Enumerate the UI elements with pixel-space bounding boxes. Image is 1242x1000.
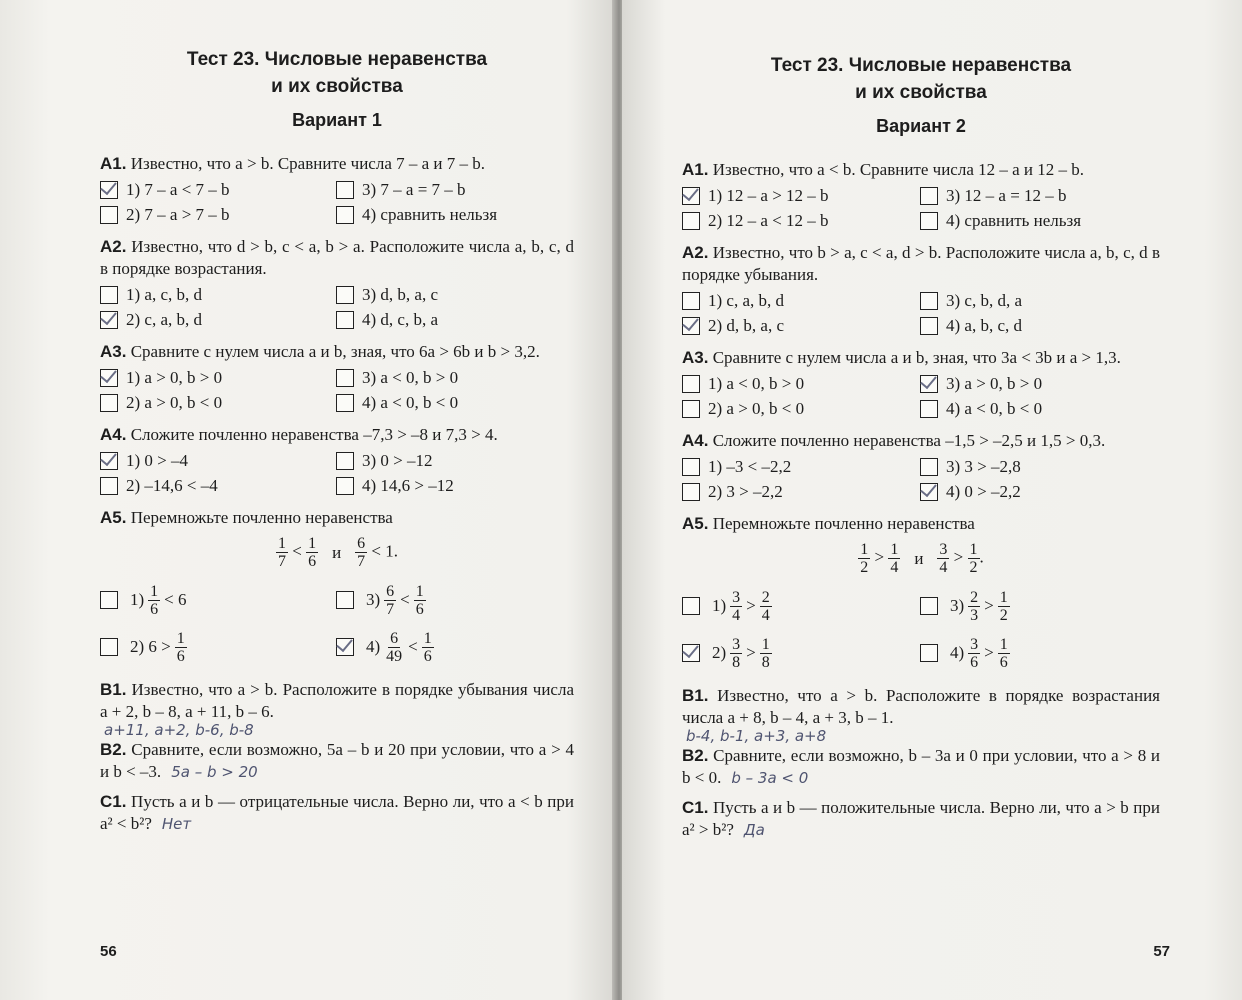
checkbox[interactable] [682,483,700,501]
question-text: Известно, что a > b. Расположите в порядке убывания числа a + 2, b – 8, a + 11, b – 6. [100,680,574,721]
question-number: А1. [682,160,709,179]
right-question-b1 [682,685,1160,729]
checkbox[interactable] [682,400,700,418]
checkbox[interactable] [920,292,938,310]
answer-option[interactable] [336,284,572,306]
numerator: 1 [308,535,317,552]
answer-option[interactable] [336,450,572,472]
answer-option[interactable] [682,210,920,232]
left-question-c1 [100,791,574,835]
handwritten-answer-b2: 5a – b > 20 [171,763,258,781]
checkbox[interactable] [920,212,938,230]
fraction [276,535,288,570]
question-number: В1. [100,680,127,699]
right-page-content [682,52,1160,841]
fraction [384,583,396,618]
question-number: А1. [100,154,127,173]
answer-option[interactable] [336,578,572,622]
answer-option[interactable] [682,481,920,503]
question-number: А5. [100,508,127,527]
numerator: 6 [386,582,395,600]
question-text: Сложите почленно неравенства –7,3 > –8 и 7,3 > 4. [130,425,498,444]
option-label: 4) [950,643,965,662]
numerator: 1 [969,541,978,558]
denominator: 7 [386,600,395,618]
option-label: 2) 6 > [130,637,171,656]
numerator: 1 [890,541,899,558]
option-label: 2) 7 – a > 7 – b [126,205,230,224]
answer-option[interactable] [100,392,336,414]
option-label: 2) c, a, b, d [126,310,203,329]
answer-option[interactable] [682,398,920,420]
denominator: 8 [761,653,770,671]
numerator: 3 [939,541,948,558]
answer-option[interactable] [682,631,920,675]
answer-option[interactable] [336,204,572,226]
checkbox-checked[interactable] [920,375,938,393]
option-label: 2) a > 0, b < 0 [126,393,223,412]
right-a2-options [682,290,1160,337]
question-text: Известно, что a > b. Сравните числа 7 – a и 7 – b. [130,154,486,173]
fraction [968,589,980,624]
question-text: Сравните с нулем числа a и b, зная, что 6a > 6b и b > 3,2. [130,342,540,361]
denominator: 6 [308,553,317,570]
denominator: 6 [150,600,159,618]
denominator: 6 [176,647,185,665]
checkbox-checked[interactable] [100,311,118,329]
answer-option[interactable] [682,456,920,478]
numerator: 1 [761,635,770,653]
right-a5-inequalities: $\frac{1}{2}$ > $\frac{1}{4}$ и $\frac{3}{4}$ > $\frac{1}{2}$ . [860,541,984,576]
answer-option[interactable] [920,481,1158,503]
checkbox[interactable] [920,597,938,615]
checkbox[interactable] [682,458,700,476]
fraction [888,541,900,576]
answer-option[interactable] [336,179,572,201]
option-label: 3) 0 > –12 [362,451,433,470]
option-label: 4) a < 0, b < 0 [362,393,459,412]
option-rest: < 6 [164,590,187,609]
checkbox-checked[interactable] [100,181,118,199]
checkbox[interactable] [920,187,938,205]
fraction [384,630,404,665]
option-label: 1) 0 > –4 [126,451,188,470]
checkbox-checked[interactable] [682,187,700,205]
handwritten-answer-c1: Да [743,821,765,839]
option-label: 2) [712,643,727,662]
question-text: Сравните, если возможно, 5a – b и 20 при условии, что a > 4 и b < –3. [100,740,575,781]
operator: < 1. [371,541,399,561]
checkbox[interactable] [100,591,118,609]
option-label: 1) a < 0, b > 0 [708,374,805,393]
checkbox[interactable] [336,452,354,470]
left-page-content [100,46,574,835]
option-label: 2) d, b, a, c [708,316,785,335]
question-number: А2. [682,243,709,262]
right-a4-options [682,456,1160,503]
numerator: 1 [176,629,185,647]
option-label: 1) –3 < –2,2 [708,457,792,476]
question-text: Известно, что d > b, c < a, b > a. Расположите числа a, b, c, d в порядке возрастания. [100,237,574,278]
denominator: 6 [970,653,979,671]
answer-option[interactable] [920,584,1158,628]
left-a4-options [100,450,574,497]
fraction [760,636,772,671]
fraction [998,636,1010,671]
operator: > [953,547,964,567]
question-text: Известно, что a > b. Расположите в порядке возрастания числа a + 8, b – 4, a + 3, b – 1. [682,686,1160,727]
option-label: 2) 3 > –2,2 [708,482,783,501]
denominator: 4 [732,606,741,624]
option-label: 3) [366,590,381,609]
numerator: 3 [970,635,979,653]
checkbox-checked[interactable] [682,317,700,335]
right-question-a4 [682,430,1160,452]
answer-option[interactable] [682,290,920,312]
left-a5-options [100,578,574,669]
handwritten-answer-b1: a+11, a+2, b-6, b-8 [104,721,254,739]
checkbox-checked[interactable] [920,483,938,501]
numerator: 2 [970,588,979,606]
question-number: А5. [682,514,709,533]
left-a1-options [100,179,574,226]
option-label: 1) 12 – a > 12 – b [708,186,829,205]
answer-option[interactable] [100,204,336,226]
operator: > [984,596,994,615]
option-label: 4) 14,6 > –12 [362,476,454,495]
left-page [0,0,616,1000]
checkbox[interactable] [336,206,354,224]
right-title-line-1: Тест 23. Числовые неравенства [770,55,1072,76]
denominator: 2 [969,559,978,576]
right-question-a5 [682,513,1160,535]
left-page-number: 56 [100,943,117,960]
question-number: А2. [100,237,127,256]
right-question-c1 [682,797,1160,841]
answer-option[interactable] [100,284,336,306]
operator: > [746,596,756,615]
checkbox[interactable] [920,644,938,662]
option-label: 1) c, a, b, d [708,291,785,310]
answer-option[interactable] [920,631,1158,675]
right-variant-heading: Вариант 2 [876,116,966,136]
numerator: 1 [415,582,424,600]
fraction [937,541,949,576]
left-title-line-2: и их свойства [271,76,403,97]
checkbox-checked[interactable] [336,638,354,656]
answer-option[interactable] [336,367,572,389]
handwritten-answer-b1: b-4, b-1, a+3, a+8 [686,727,827,745]
left-a3-options [100,367,574,414]
option-label: 3) [950,596,965,615]
question-number: В1. [682,686,709,705]
checkbox[interactable] [920,400,938,418]
checkbox-checked[interactable] [682,644,700,662]
option-label: 1) a > 0, b > 0 [126,368,223,387]
numerator: 1 [277,535,286,552]
question-number: С1. [682,798,709,817]
fraction [968,541,980,576]
checkbox[interactable] [336,369,354,387]
checkbox[interactable] [336,591,354,609]
denominator: 8 [732,653,741,671]
option-label: 3) 12 – a = 12 – b [946,186,1067,205]
option-label: 4) a, b, c, d [946,316,1023,335]
fraction [306,535,318,570]
fraction [175,630,187,665]
checkbox[interactable] [336,286,354,304]
answer-option[interactable] [336,625,572,669]
fraction [760,589,772,624]
option-label: 3) a > 0, b > 0 [946,374,1043,393]
left-question-a3 [100,341,574,363]
checkbox[interactable] [682,597,700,615]
answer-option[interactable] [920,290,1158,312]
fraction [355,535,367,570]
conjunction: и [914,548,924,568]
checkbox[interactable] [100,286,118,304]
checkbox[interactable] [336,311,354,329]
option-label: 4) [366,637,381,656]
option-label: 4) сравнить нельзя [946,211,1082,230]
fraction [968,636,980,671]
option-label: 1) [712,596,727,615]
right-a3-options [682,373,1160,420]
answer-option[interactable] [100,450,336,472]
left-a2-options [100,284,574,331]
right-page-number: 57 [1153,943,1170,960]
right-title-line-2: и их свойства [855,82,987,103]
left-a5-inequalities [100,535,574,570]
answer-option[interactable] [100,179,336,201]
fraction [422,630,434,665]
right-question-a2 [682,242,1160,286]
checkbox[interactable] [920,458,938,476]
numerator: 6 [357,535,366,552]
fraction [858,541,870,576]
operator: > [984,643,994,662]
question-number: А3. [100,342,127,361]
fraction [148,583,160,618]
question-text: Пусть a и b — отрицательные числа. Верно ли, что a < b при a² < b²? [100,792,574,833]
left-question-a2 [100,236,574,280]
operator: > [874,547,885,567]
checkbox[interactable] [100,477,118,495]
denominator: 4 [761,606,770,624]
operator: < [292,541,302,561]
checkbox[interactable] [336,394,354,412]
checkbox[interactable] [682,212,700,230]
question-number: А4. [100,425,127,444]
left-question-a5 [100,507,574,529]
answer-option[interactable] [100,309,336,331]
option-label: 2) 12 – a < 12 – b [708,211,829,230]
option-label: 1) [130,590,145,609]
question-number: В2. [682,746,709,765]
checkbox[interactable] [682,292,700,310]
question-text: Пусть a и b — положительные числа. Верно ли, что a > b при a² > b²? [682,798,1160,839]
option-label: 2) –14,6 < –4 [126,476,218,495]
checkbox-checked[interactable] [100,452,118,470]
option-label: 4) d, c, b, a [362,310,439,329]
option-label: 1) a, c, b, d [126,285,203,304]
option-label: 3) d, b, a, c [362,285,439,304]
question-text: Перемножьте почленно неравенства [130,508,393,527]
question-text: Известно, что b > a, c < a, d > b. Расположите числа a, b, c, d в порядке убывания. [682,243,1161,284]
question-number: А4. [682,431,709,450]
denominator: 7 [357,553,366,570]
checkbox[interactable] [336,477,354,495]
left-question-a1 [100,153,574,175]
denominator: 49 [386,647,403,665]
answer-option[interactable] [920,315,1158,337]
checkbox[interactable] [920,317,938,335]
right-a5-options [682,584,1160,675]
conjunction: и [332,542,342,562]
operator: > [746,643,756,662]
handwritten-answer-b2: b – 3a < 0 [731,769,809,787]
option-label: 3) a < 0, b > 0 [362,368,459,387]
checkbox[interactable] [682,375,700,393]
answer-option[interactable] [100,475,336,497]
answer-option[interactable] [336,309,572,331]
left-question-b1 [100,679,574,723]
answer-option[interactable] [920,185,1158,207]
question-number: В2. [100,740,127,759]
operator: < [408,637,418,656]
checkbox[interactable] [100,394,118,412]
right-a1-options [682,185,1160,232]
question-text: Сложите почленно неравенства –1,5 > –2,5 и 1,5 > 0,3. [712,431,1106,450]
answer-option[interactable] [920,456,1158,478]
numerator: 2 [761,588,770,606]
left-variant-heading: Вариант 1 [292,110,382,130]
answer-option[interactable] [100,367,336,389]
left-question-b2 [100,739,574,783]
right-page [622,0,1242,1000]
checkbox-checked[interactable] [100,369,118,387]
question-text: Перемножьте почленно неравенства [712,514,975,533]
answer-option[interactable] [336,475,572,497]
fraction [730,589,742,624]
checkbox[interactable] [336,181,354,199]
left-title-line-1: Тест 23. Числовые неравенства [186,49,488,70]
denominator: 6 [999,653,1008,671]
option-label: 4) a < 0, b < 0 [946,399,1043,418]
answer-option[interactable] [682,373,920,395]
denominator: 6 [423,647,432,665]
fraction [998,589,1010,624]
answer-option[interactable] [336,392,572,414]
answer-option[interactable] [100,578,336,622]
numerator: 1 [423,629,432,647]
left-question-a4 [100,424,574,446]
option-label: 4) сравнить нельзя [362,205,498,224]
fraction [730,636,742,671]
question-text: Известно, что a < b. Сравните числа 12 – a и 12 – b. [712,160,1085,179]
answer-option[interactable] [920,373,1158,395]
checkbox[interactable] [100,206,118,224]
answer-option[interactable] [682,584,920,628]
answer-option[interactable] [100,625,336,669]
option-label: 2) a > 0, b < 0 [708,399,805,418]
numerator: 1 [999,635,1008,653]
option-label: 3) 3 > –2,8 [946,457,1021,476]
denominator: 3 [970,606,979,624]
option-label: 4) 0 > –2,2 [946,482,1021,501]
option-label: 1) 7 – a < 7 – b [126,180,230,199]
numerator: 3 [732,635,741,653]
denominator: 2 [999,606,1008,624]
question-text: Сравните с нулем числа a и b, зная, что 3a < 3b и a > 1,3. [712,348,1121,367]
question-number: А3. [682,348,709,367]
denominator: 7 [277,553,286,570]
answer-option[interactable] [682,185,920,207]
answer-option[interactable] [920,210,1158,232]
answer-option[interactable] [682,315,920,337]
handwritten-answer-c1: Нет [161,815,192,833]
numerator: 6 [390,629,399,647]
denominator: 4 [890,559,899,576]
right-question-a1 [682,159,1160,181]
numerator: 3 [732,588,741,606]
denominator: 2 [860,559,869,576]
denominator: 4 [939,559,948,576]
numerator: 1 [150,582,159,600]
question-text: Сравните, если возможно, b – 3a и 0 при условии, что a > 8 и b < 0. [682,746,1160,787]
option-label: 3) c, b, d, a [946,291,1023,310]
denominator: 6 [415,600,424,618]
right-question-a3 [682,347,1160,369]
fraction [414,583,426,618]
operator: < [400,590,410,609]
checkbox[interactable] [100,638,118,656]
right-question-b2 [682,745,1160,789]
answer-option[interactable] [920,398,1158,420]
option-label: 3) 7 – a = 7 – b [362,180,466,199]
question-number: С1. [100,792,127,811]
numerator: 1 [860,541,869,558]
numerator: 1 [999,588,1008,606]
